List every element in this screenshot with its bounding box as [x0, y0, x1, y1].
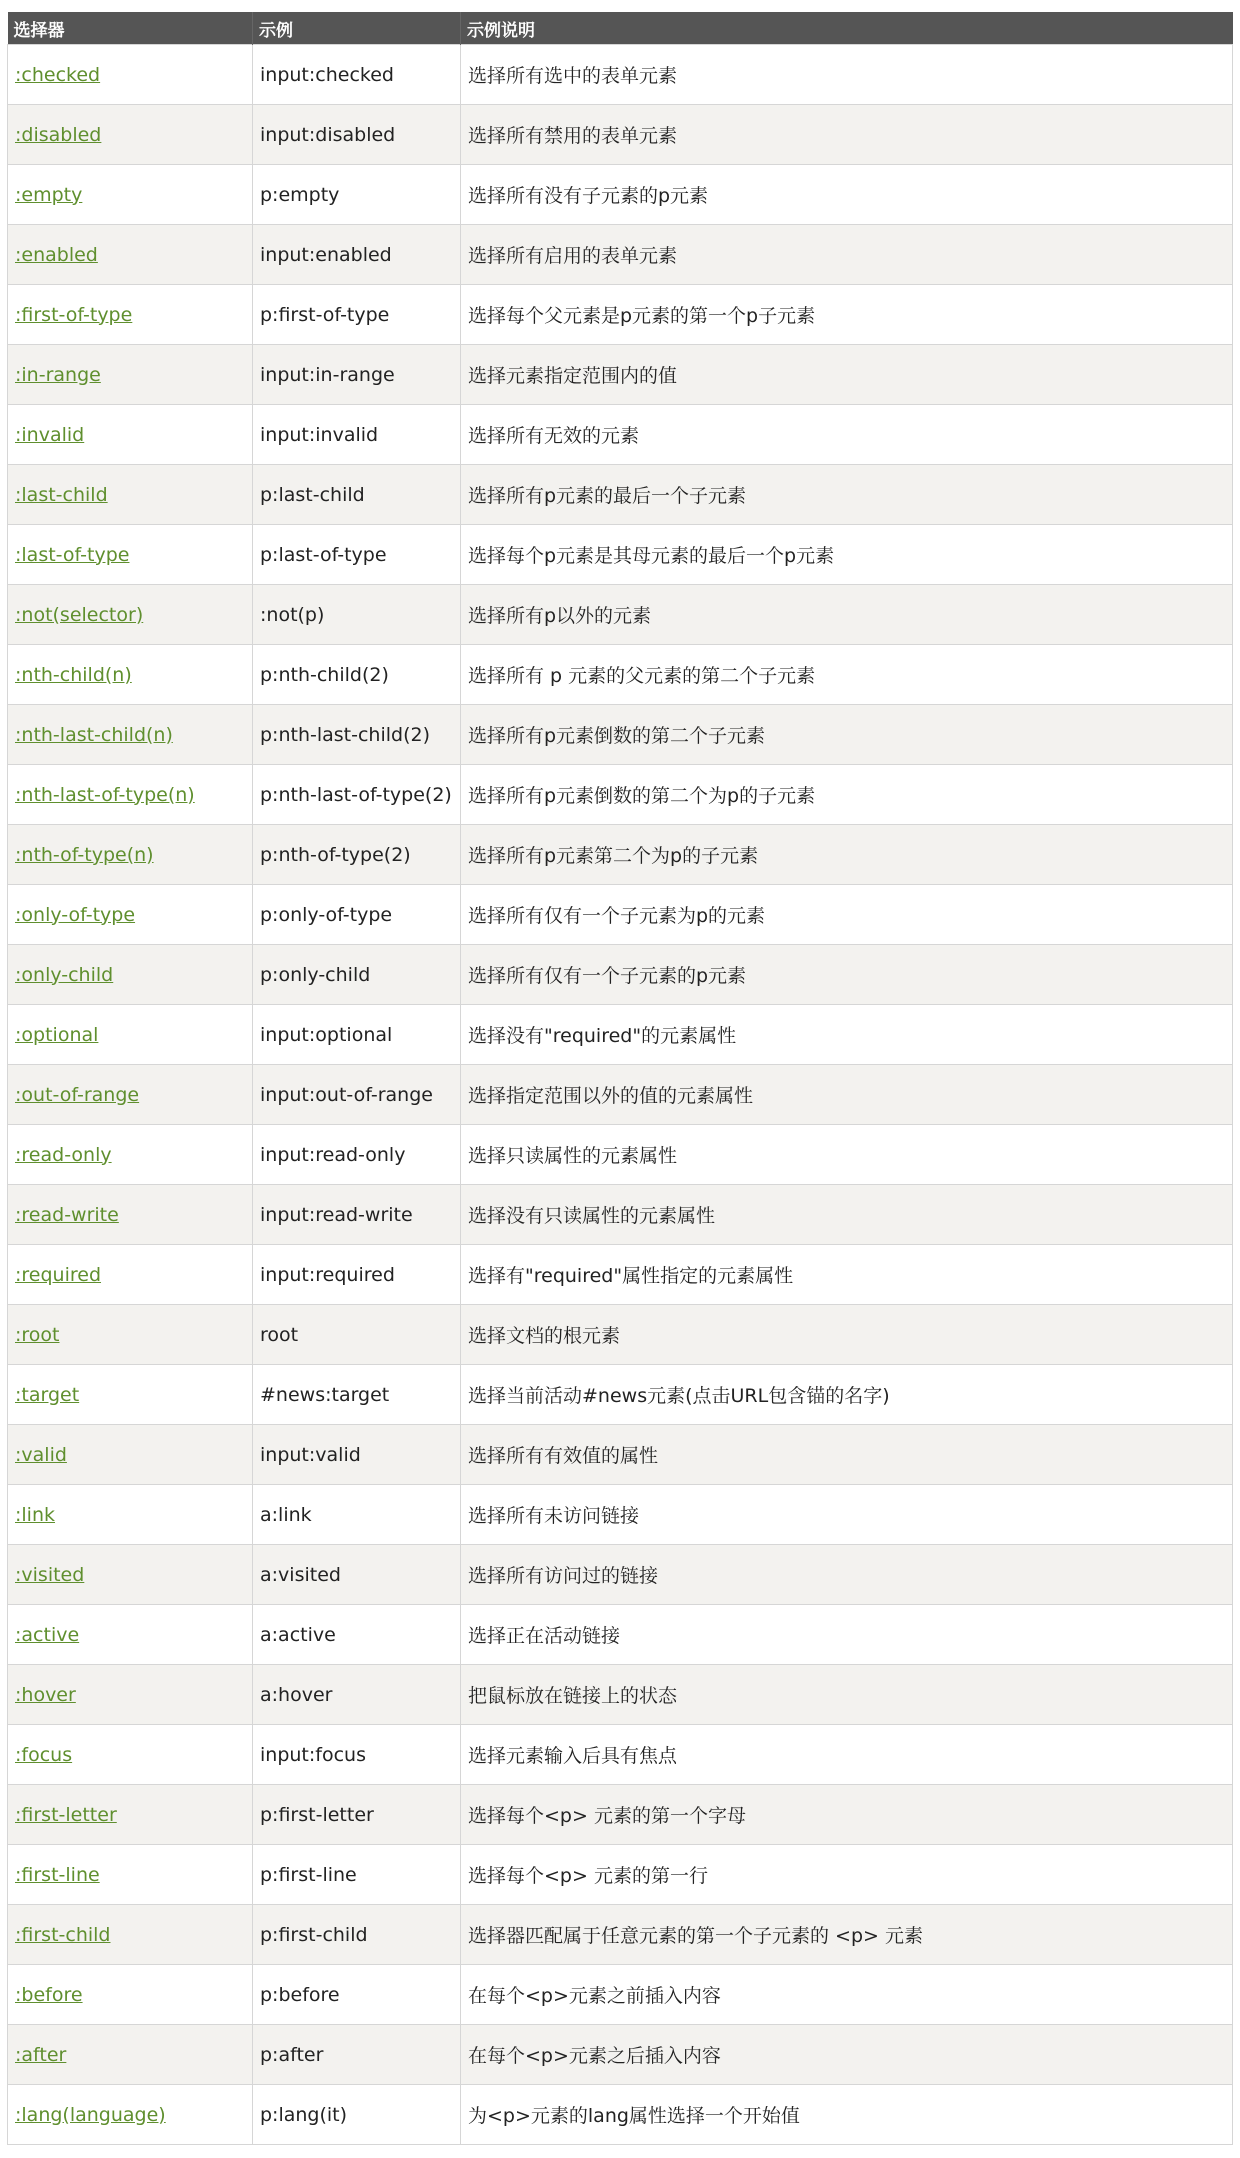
selector-link[interactable]: :focus: [15, 1743, 73, 1766]
description-cell: 选择所有p元素的最后一个子元素: [461, 465, 1233, 525]
selector-cell: [8, 2085, 253, 2145]
header-row: [8, 12, 1233, 45]
description-cell: 选择没有只读属性的元素属性: [461, 1185, 1233, 1245]
description-cell: 选择所有启用的表单元素: [461, 225, 1233, 285]
selector-cell: [8, 705, 253, 765]
example-cell: input:read-only: [253, 1125, 461, 1185]
example-cell: p:nth-last-child(2): [253, 705, 461, 765]
selector-link[interactable]: :in-range: [15, 363, 101, 386]
table-row: [8, 1785, 1233, 1845]
selector-link[interactable]: :active: [15, 1623, 80, 1646]
example-cell: a:link: [253, 1485, 461, 1545]
example-cell: p:first-of-type: [253, 285, 461, 345]
description-cell: 选择元素指定范围内的值: [461, 345, 1233, 405]
selector-link[interactable]: :last-of-type: [15, 543, 130, 566]
table-row: [8, 45, 1233, 105]
selector-link[interactable]: :checked: [15, 63, 101, 86]
selector-link[interactable]: :read-only: [15, 1143, 112, 1166]
selector-cell: [8, 285, 253, 345]
table-row: [8, 2025, 1233, 2085]
selector-link[interactable]: :first-line: [15, 1863, 100, 1886]
selector-cell: [8, 165, 253, 225]
selector-cell: [8, 1725, 253, 1785]
selector-cell: [8, 465, 253, 525]
selector-cell: [8, 1425, 253, 1485]
example-cell: input:optional: [253, 1005, 461, 1065]
table-row: [8, 105, 1233, 165]
selector-link[interactable]: :visited: [15, 1563, 85, 1586]
selector-cell: [8, 2025, 253, 2085]
description-cell: 选择有"required"属性指定的元素属性: [461, 1245, 1233, 1305]
example-cell: input:enabled: [253, 225, 461, 285]
table-row: [8, 1965, 1233, 2025]
selector-link[interactable]: :not(selector): [15, 603, 144, 626]
selector-link[interactable]: :first-child: [15, 1923, 111, 1946]
selector-link[interactable]: :link: [15, 1503, 56, 1526]
selector-link[interactable]: :last-child: [15, 483, 108, 506]
selector-link[interactable]: :only-child: [15, 963, 114, 986]
example-cell: p:last-of-type: [253, 525, 461, 585]
table-row: [8, 1185, 1233, 1245]
table-header: [8, 12, 1233, 45]
selector-link[interactable]: :target: [15, 1383, 80, 1406]
selector-cell: [8, 1005, 253, 1065]
selector-link[interactable]: :out-of-range: [15, 1083, 140, 1106]
selector-cell: [8, 225, 253, 285]
description-cell: 选择每个p元素是其母元素的最后一个p元素: [461, 525, 1233, 585]
description-cell: 选择每个父元素是p元素的第一个p子元素: [461, 285, 1233, 345]
description-cell: 选择只读属性的元素属性: [461, 1125, 1233, 1185]
table-row: [8, 825, 1233, 885]
table-row: [8, 465, 1233, 525]
selector-cell: [8, 1305, 253, 1365]
table-row: [8, 1725, 1233, 1785]
example-cell: input:out-of-range: [253, 1065, 461, 1125]
example-cell: input:valid: [253, 1425, 461, 1485]
example-cell: :not(p): [253, 585, 461, 645]
selector-cell: [8, 945, 253, 1005]
example-cell: input:read-write: [253, 1185, 461, 1245]
description-cell: 选择所有未访问链接: [461, 1485, 1233, 1545]
example-cell: p:nth-last-of-type(2): [253, 765, 461, 825]
table-row: [8, 1005, 1233, 1065]
selector-cell: [8, 1965, 253, 2025]
selector-link[interactable]: :first-letter: [15, 1803, 117, 1826]
example-cell: p:last-child: [253, 465, 461, 525]
selector-cell: [8, 405, 253, 465]
example-cell: a:visited: [253, 1545, 461, 1605]
table-row: [8, 765, 1233, 825]
table-row: [8, 525, 1233, 585]
example-cell: #news:target: [253, 1365, 461, 1425]
example-cell: input:disabled: [253, 105, 461, 165]
selector-link[interactable]: :before: [15, 1983, 83, 2006]
description-cell: 选择文档的根元素: [461, 1305, 1233, 1365]
example-cell: p:only-of-type: [253, 885, 461, 945]
selector-cell: [8, 765, 253, 825]
selector-link[interactable]: :valid: [15, 1443, 67, 1466]
example-cell: input:focus: [253, 1725, 461, 1785]
selector-cell: [8, 585, 253, 645]
table-row: [8, 1665, 1233, 1725]
table-row: [8, 1065, 1233, 1125]
table-row: [8, 225, 1233, 285]
selector-link[interactable]: :hover: [15, 1683, 76, 1706]
selector-cell: [8, 1785, 253, 1845]
selector-link[interactable]: :first-of-type: [15, 303, 133, 326]
selector-cell: [8, 885, 253, 945]
table-row: [8, 1305, 1233, 1365]
table-row: [8, 405, 1233, 465]
description-cell: 选择当前活动#news元素(点击URL包含锚的名字): [461, 1365, 1233, 1425]
selector-cell: [8, 1545, 253, 1605]
selector-cell: [8, 345, 253, 405]
description-cell: 选择所有p元素第二个为p的子元素: [461, 825, 1233, 885]
selector-cell: [8, 525, 253, 585]
example-cell: root: [253, 1305, 461, 1365]
description-cell: 选择元素输入后具有焦点: [461, 1725, 1233, 1785]
selector-link[interactable]: :invalid: [15, 423, 85, 446]
selector-link[interactable]: :required: [15, 1263, 102, 1286]
table-body: [8, 45, 1233, 2145]
table-row: [8, 1485, 1233, 1545]
description-cell: 在每个<p>元素之后插入内容: [461, 2025, 1233, 2085]
description-cell: 选择所有p以外的元素: [461, 585, 1233, 645]
table-row: [8, 1545, 1233, 1605]
description-cell: 选择所有访问过的链接: [461, 1545, 1233, 1605]
header-description: 示例说明: [461, 12, 1233, 45]
description-cell: 选择所有禁用的表单元素: [461, 105, 1233, 165]
selector-cell: [8, 1605, 253, 1665]
table-row: [8, 1245, 1233, 1305]
table-row: [8, 2085, 1233, 2145]
example-cell: p:only-child: [253, 945, 461, 1005]
selector-cell: [8, 45, 253, 105]
description-cell: 选择没有"required"的元素属性: [461, 1005, 1233, 1065]
selector-table-container: [7, 12, 1232, 2145]
selector-cell: [8, 105, 253, 165]
example-cell: input:in-range: [253, 345, 461, 405]
description-cell: 选择所有仅有一个子元素为p的元素: [461, 885, 1233, 945]
description-cell: 选择所有p元素倒数的第二个子元素: [461, 705, 1233, 765]
selector-link[interactable]: :read-write: [15, 1203, 119, 1226]
selector-link[interactable]: :disabled: [15, 123, 102, 146]
example-cell: input:checked: [253, 45, 461, 105]
table-row: [8, 1845, 1233, 1905]
description-cell: 选择指定范围以外的值的元素属性: [461, 1065, 1233, 1125]
selector-cell: [8, 1665, 253, 1725]
table-row: [8, 345, 1233, 405]
example-cell: p:lang(it): [253, 2085, 461, 2145]
selector-cell: [8, 1185, 253, 1245]
selector-cell: [8, 1485, 253, 1545]
selector-link[interactable]: :empty: [15, 183, 83, 206]
table-row: [8, 1905, 1233, 1965]
selector-link[interactable]: :nth-last-child(n): [15, 723, 173, 746]
table-row: [8, 705, 1233, 765]
table-row: [8, 1605, 1233, 1665]
table-row: [8, 585, 1233, 645]
selector-link[interactable]: :root: [15, 1323, 60, 1346]
selector-cell: [8, 645, 253, 705]
selector-cell: [8, 1365, 253, 1425]
example-cell: p:after: [253, 2025, 461, 2085]
example-cell: p:first-letter: [253, 1785, 461, 1845]
description-cell: 选择每个<p> 元素的第一个字母: [461, 1785, 1233, 1845]
selector-link[interactable]: :enabled: [15, 243, 98, 266]
table-row: [8, 945, 1233, 1005]
example-cell: input:invalid: [253, 405, 461, 465]
selector-link[interactable]: :optional: [15, 1023, 99, 1046]
description-cell: 为<p>元素的lang属性选择一个开始值: [461, 2085, 1233, 2145]
example-cell: p:first-line: [253, 1845, 461, 1905]
header-example: 示例: [253, 12, 461, 45]
table-row: [8, 165, 1233, 225]
example-cell: p:nth-of-type(2): [253, 825, 461, 885]
description-cell: 选择所有选中的表单元素: [461, 45, 1233, 105]
example-cell: p:nth-child(2): [253, 645, 461, 705]
table-row: [8, 885, 1233, 945]
description-cell: 选择所有有效值的属性: [461, 1425, 1233, 1485]
example-cell: p:first-child: [253, 1905, 461, 1965]
table-row: [8, 1425, 1233, 1485]
selector-link[interactable]: :nth-last-of-type(n): [15, 783, 195, 806]
description-cell: 把鼠标放在链接上的状态: [461, 1665, 1233, 1725]
table-row: [8, 645, 1233, 705]
description-cell: 选择所有没有子元素的p元素: [461, 165, 1233, 225]
description-cell: 选择器匹配属于任意元素的第一个子元素的 <p> 元素: [461, 1905, 1233, 1965]
description-cell: 在每个<p>元素之前插入内容: [461, 1965, 1233, 2025]
example-cell: p:before: [253, 1965, 461, 2025]
selector-cell: [8, 1125, 253, 1185]
selector-link[interactable]: :lang(language): [15, 2103, 166, 2126]
selector-table: [7, 12, 1233, 2145]
description-cell: 选择正在活动链接: [461, 1605, 1233, 1665]
description-cell: 选择每个<p> 元素的第一行: [461, 1845, 1233, 1905]
example-cell: a:hover: [253, 1665, 461, 1725]
table-row: [8, 285, 1233, 345]
selector-cell: [8, 1065, 253, 1125]
description-cell: 选择所有仅有一个子元素的p元素: [461, 945, 1233, 1005]
example-cell: a:active: [253, 1605, 461, 1665]
description-cell: 选择所有 p 元素的父元素的第二个子元素: [461, 645, 1233, 705]
table-row: [8, 1125, 1233, 1185]
example-cell: input:required: [253, 1245, 461, 1305]
selector-link[interactable]: :after: [15, 2043, 67, 2066]
selector-link[interactable]: :nth-of-type(n): [15, 843, 154, 866]
description-cell: 选择所有无效的元素: [461, 405, 1233, 465]
description-cell: 选择所有p元素倒数的第二个为p的子元素: [461, 765, 1233, 825]
selector-cell: [8, 1905, 253, 1965]
selector-cell: [8, 1845, 253, 1905]
selector-link[interactable]: :nth-child(n): [15, 663, 132, 686]
selector-cell: [8, 825, 253, 885]
table-row: [8, 1365, 1233, 1425]
selector-link[interactable]: :only-of-type: [15, 903, 136, 926]
header-selector: 选择器: [8, 12, 253, 45]
example-cell: p:empty: [253, 165, 461, 225]
selector-cell: [8, 1245, 253, 1305]
